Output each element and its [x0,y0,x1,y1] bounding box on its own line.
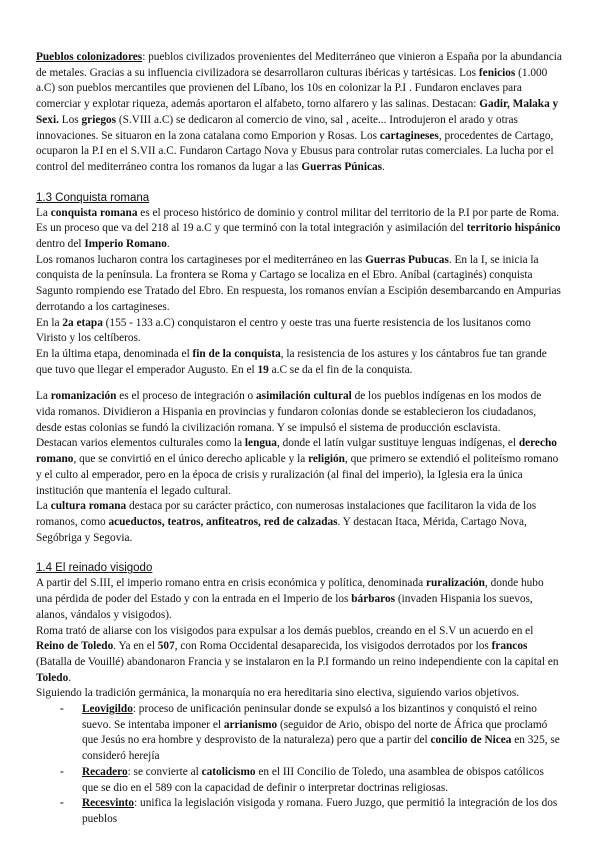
paragraph-conquista-romana [36,206,562,253]
term: ruralización [425,577,485,590]
term: 507 [157,640,175,653]
term: acueductos, teatros, anfiteatros, red de calzadas [108,515,338,528]
text: (seguidor de Ario, obispo del norte de África que proclamó que Jesús no era hombre y desprovisto de la naturaleza) pero que a partir del [82,718,548,747]
text: destaca por su carácter práctico, con numerosas instalaciones que facilitaron la vida de los romanos, como [36,500,537,528]
text: , donde el latín vulgar sustituye lenguas indígenas, el [276,437,519,450]
text: es el proceso de integración o [116,390,257,403]
text: . [166,238,170,251]
text: Los romanos lucharon contra los cartagineses por el mediterráneo en las [36,253,366,266]
text: en el III Concilio de Toledo, una asamblea de obispos católicos que se dio en el 589 con la capacidad de definir o interpretar doctrinas religiosas. [82,765,544,794]
text: En la [36,316,63,329]
term: francos [491,640,528,653]
term: bárbaros [351,593,395,606]
text: La [36,390,51,403]
paragraph-crisis [36,576,562,623]
term: arrianismo [223,718,278,731]
term: fin de la conquista [192,347,281,360]
text: , que se convirtió en el único derecho aplicable y la [73,453,309,466]
term-pueblos-colonizadores: Pueblos colonizadores [36,51,143,63]
term: romanización [50,390,117,403]
paragraph-pueblos-colonizadores [36,50,562,176]
term: derecho romano [36,437,557,466]
text: En la última etapa, denominada el [36,347,193,360]
text: La [36,206,51,219]
text: : pueblos civilizados provenientes del Mediterráneo que vinieron a España por la abundancia de metales. Gracias a su influencia civilizadora se desarrollaron culturas ibéricas y tartésicas. Los [36,51,562,79]
term: lengua [244,437,277,450]
text: : proceso de unificación peninsular donde se expulsó a los bizantinos y conquistó el reino suevo. Se intentaba imponer el [82,703,537,731]
list-item-leovigildo [72,702,562,765]
text: , la resistencia de los astures y los cántabros fue tan grande que tuvo que llegar el emperador Augusto. En el [36,347,547,376]
term: Toledo [36,671,69,684]
text: A partir del S.III, el imperio romano entra en crisis económica y política, denominada [36,577,426,590]
term: Reino de Toledo [36,640,114,653]
term: cartagineses [379,129,439,142]
king-name: Recadero [82,765,128,778]
term: cultura romana [50,500,127,513]
term: Gadir, Malaka y Sexi. [36,98,559,126]
text: de los pueblos indígenas en los modos de vida romanos. Dividieron a Hispania en provincias y fundaron colonias donde se establecieron los ciudadanos, desde estas colonias se fundó la civilización romana. Y se impulsó el sistema de producción esclavista. [36,390,542,434]
paragraph-monarquia: Siguiendo la tradición germánica, la monarquía no era hereditaria sino electiva, siguiendo varios objetivos. [36,687,520,700]
text: es el proceso histórico de dominio y control militar del territorio de la P.I por parte de Roma. Es un proceso que va del 218 al 19 a.C y que terminó con la total integración y asimilación del [36,206,560,235]
text: (Batalla de Vouillé) abandonaron Francia y se instalaron en la P.I formando un reino independiente con la capital en [36,655,559,668]
term: griegos [81,113,117,126]
paragraph-segunda-etapa [36,316,562,347]
text: . Ya en el [113,640,158,653]
section-heading-reinado-visigodo: 1.4 El reinado visigodo [36,562,153,575]
text: (invaden Hispania los suevos, alanos, vándalos y visigodos). [36,593,533,621]
text: , procedentes de Cartago, ocuparon la P.I en el S.VII a.C. Fundaron Cartago Nova y Ebusus para controlar rutas comerciales. La lucha por el control del mediterráneo contra los romanos da lugar a las [36,129,554,173]
king-name: Recesvinto [82,797,135,810]
text: Los [58,113,82,126]
paragraph-guerras [36,253,562,316]
term: 2a etapa [62,316,103,329]
term: concilio de Nicea [430,734,512,747]
section-heading-conquista-romana: 1.3 Conquista romana [36,191,150,204]
paragraph-ultima-etapa [36,347,562,378]
list-item-recadero [72,765,562,796]
kings-list [36,702,562,828]
list-item-recesvinto [72,796,562,827]
paragraph-reino-toledo [36,624,562,687]
paragraph-cultura-romana [36,499,562,546]
term: catolicismo [201,765,256,778]
text: . Y destacan Itaca, Mérida, Cartago Nova, Segóbriga y Segovia. [36,515,527,544]
term: conquista romana [50,206,138,219]
text: , que primero se extendió el politeísmo romano y el culto al emperador, pero en la época de crisis y ruralización (al final del imperio), la Iglesia era la única institución que mantenía el legado cultural. [36,453,559,497]
text: . En la I, se inicia la conquista de la península. La frontera se Roma y Cartago se localiza en el Ebro. Aníbal (cartaginés) conquista Sagunto rompiendo ese Tratado del Ebro. En respuesta, los romanos envían a Escipión desembarcando en Ampurias derrotando a los cartagineses. [36,253,561,313]
text: (S.VIII a.C) se dedicaron al comercio de vino, sal , aceite... Introdujeron el arado y otras innovaciones. Se situaron en la zona catalana como Emporion y Rosas. Los [36,113,518,142]
text: Roma trató de aliarse con los visigodos para expulsar a los demás pueblos, creando en el S.V un acuerdo en el [36,624,534,637]
term: asimilación cultural [256,390,352,403]
text: (155 - 133 a.C) conquistaron el centro y oeste tras una fuerte resistencia de los lusitanos como Viristo y los celtíberos. [36,316,531,345]
text: Destacan varios elementos culturales como la [36,437,245,450]
term: Guerras Pubucas [365,253,449,266]
text: , donde hubo una pérdida de poder del Estado y con la entrada en el Imperio de los [36,577,544,606]
term: territorio hispánico [466,222,561,235]
text: (1.000 a.C) son pueblos mercantiles que provienen del Líbano, los 10s en colonizar la P.I . Fundaron enclaves para comerciar y explotar riqueza, además aportaron el alfabeto, torno alfarero y las salinas. Destacan: [36,66,548,111]
text: . [68,671,72,684]
term: Imperio Romano [84,238,167,251]
term: fenicios [478,66,516,79]
text: dentro del [36,238,85,251]
king-name: Leovigildo [82,703,133,716]
term: Guerras Púnicas [301,160,383,173]
text: en 325, se consideró herejía [82,734,560,763]
text: : se convierte al [127,765,202,778]
paragraph-elementos-culturales [36,436,562,499]
text: a.C se da el fin de la conquista. [268,363,413,376]
text: . [382,160,385,173]
text: La [36,500,51,513]
text: , con Roma Occidental desaparecida, los visigodos derrotados por los [174,640,492,653]
term: religión [308,453,345,466]
paragraph-romanizacion [36,389,562,436]
term: 19 [257,363,269,376]
text: : unifica la legislación visigoda y romana. Fuero Juzgo, que permitió la integración de los dos pueblos [82,797,558,825]
